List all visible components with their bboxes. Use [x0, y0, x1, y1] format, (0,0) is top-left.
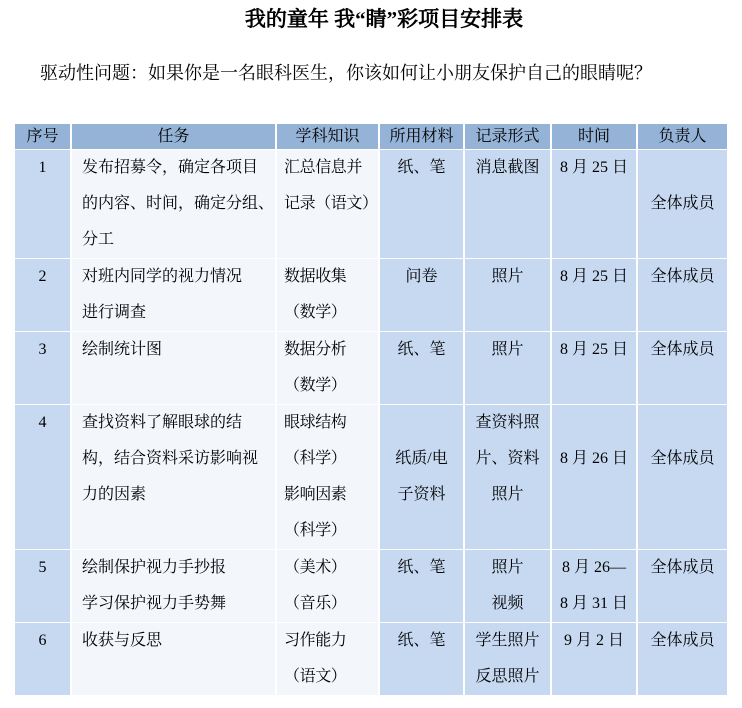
number-text: 1 [38, 159, 47, 176]
cell-subject [277, 550, 378, 622]
driving-question: 驱动性问题：如果你是一名眼科医生，你该如何让小朋友保护自己的眼睛呢？ [40, 63, 652, 83]
task-line: 进行调查 [82, 304, 147, 321]
document-title: 我的童年 我“睛”彩项目安排表 [244, 7, 524, 31]
owner-line: 全体成员 [650, 632, 715, 649]
materials-line: 纸、笔 [397, 159, 446, 176]
header-subject: 学科知识 [277, 124, 378, 149]
time-line: 8 月 26— [561, 559, 626, 576]
cell-materials [380, 332, 463, 404]
task-line: 对班内同学的视力情况 [82, 268, 243, 285]
subject-line: 数据收集 [284, 268, 347, 285]
table-row [15, 405, 727, 549]
cell-subject [277, 332, 378, 404]
cell-record [465, 405, 550, 549]
header-materials: 所用材料 [380, 124, 463, 149]
time-line: 9 月 2 日 [563, 632, 624, 649]
owner-line: 全体成员 [650, 450, 715, 467]
cell-number [15, 332, 70, 404]
header-task: 任务 [72, 124, 275, 149]
cell-materials [380, 405, 463, 549]
cell-task [72, 259, 275, 331]
header-number: 序号 [15, 124, 70, 149]
subject-line: （科学） [284, 522, 347, 539]
header-row [15, 124, 727, 149]
number-text: 5 [38, 559, 47, 576]
cell-task [72, 623, 275, 695]
cell-number [15, 405, 70, 549]
cell-number [15, 550, 70, 622]
cell-subject [277, 405, 378, 549]
subject-line: （音乐） [284, 595, 347, 612]
task-line: 绘制统计图 [82, 341, 163, 358]
record-line: 学生照片 [475, 632, 540, 649]
cell-number [15, 259, 70, 331]
subject-line: （数学） [284, 304, 347, 321]
table-header [15, 124, 727, 149]
cell-owner [638, 550, 727, 622]
table-body [15, 150, 727, 695]
cell-record [465, 332, 550, 404]
subject-line: （科学） [284, 450, 347, 467]
cell-task [72, 150, 275, 258]
cell-materials [380, 259, 463, 331]
cell-materials [380, 623, 463, 695]
task-line: 构，结合资料采访影响视 [82, 450, 259, 467]
task-line: 绘制保护视力手抄报 [82, 559, 227, 576]
cell-task [72, 405, 275, 549]
number-text: 2 [38, 268, 47, 285]
task-line: 收获与反思 [82, 632, 163, 649]
cell-time [552, 332, 636, 404]
record-line: 照片 [491, 486, 524, 503]
record-line: 照片 [491, 268, 524, 285]
cell-number [15, 150, 70, 258]
cell-task [72, 332, 275, 404]
cell-task [72, 550, 275, 622]
time-line: 8 月 26 日 [559, 450, 628, 467]
subject-line: 习作能力 [284, 632, 347, 649]
materials-line: 纸、笔 [397, 559, 446, 576]
subject-line: 数据分析 [284, 341, 347, 358]
table-row [15, 150, 727, 258]
record-line: 查资料照 [475, 414, 540, 431]
record-line: 视频 [491, 595, 524, 612]
cell-number [15, 623, 70, 695]
owner-line: 全体成员 [650, 195, 715, 212]
cell-time [552, 259, 636, 331]
owner-line: 全体成员 [650, 559, 715, 576]
schedule-table [13, 123, 729, 696]
cell-owner [638, 405, 727, 549]
header-owner: 负责人 [638, 124, 727, 149]
record-line: 片、资料 [475, 450, 540, 467]
table-row [15, 332, 727, 404]
cell-subject [277, 150, 378, 258]
cell-time [552, 623, 636, 695]
task-line: 学习保护视力手势舞 [82, 595, 227, 612]
owner-line: 全体成员 [650, 268, 715, 285]
task-line: 查找资料了解眼球的结 [82, 414, 243, 431]
number-text: 6 [38, 632, 47, 649]
task-line: 分工 [82, 231, 115, 248]
cell-owner [638, 623, 727, 695]
header-record: 记录形式 [465, 124, 550, 149]
subject-line: （语文） [284, 668, 347, 685]
subject-line: 汇总信息并 [284, 159, 363, 176]
cell-materials [380, 150, 463, 258]
cell-owner [638, 150, 727, 258]
cell-materials [380, 550, 463, 622]
table-row [15, 259, 727, 331]
cell-time [552, 405, 636, 549]
cell-time [552, 150, 636, 258]
time-line: 8 月 25 日 [559, 268, 628, 285]
materials-line: 问卷 [405, 268, 438, 285]
cell-time [552, 550, 636, 622]
number-text: 3 [38, 341, 47, 358]
record-line: 照片 [491, 559, 524, 576]
time-line: 8 月 31 日 [559, 595, 628, 612]
materials-line: 纸、笔 [397, 632, 446, 649]
table-row [15, 550, 727, 622]
subject-line: （美术） [284, 559, 347, 576]
cell-subject [277, 623, 378, 695]
materials-line: 纸质/电 [395, 450, 448, 467]
header-time: 时间 [552, 124, 636, 149]
materials-line: 子资料 [397, 486, 446, 503]
task-line: 力的因素 [82, 486, 147, 503]
cell-owner [638, 332, 727, 404]
task-line: 的内容、时间，确定分组、 [82, 195, 275, 212]
subject-line: 眼球结构 [284, 414, 347, 431]
owner-line: 全体成员 [650, 341, 715, 358]
subject-line: （数学） [284, 377, 347, 394]
record-line: 照片 [491, 341, 524, 358]
cell-record [465, 259, 550, 331]
cell-record [465, 550, 550, 622]
subject-line: 影响因素 [284, 486, 347, 503]
task-line: 发布招募令，确定各项目 [82, 159, 259, 176]
cell-record [465, 623, 550, 695]
cell-owner [638, 259, 727, 331]
time-line: 8 月 25 日 [559, 341, 628, 358]
materials-line: 纸、笔 [397, 341, 446, 358]
record-line: 消息截图 [475, 159, 540, 176]
number-text: 4 [38, 414, 47, 431]
time-line: 8 月 25 日 [559, 159, 628, 176]
cell-subject [277, 259, 378, 331]
cell-record [465, 150, 550, 258]
record-line: 反思照片 [475, 668, 540, 685]
table-row [15, 623, 727, 695]
subject-line: 记录（语文） [284, 195, 378, 212]
